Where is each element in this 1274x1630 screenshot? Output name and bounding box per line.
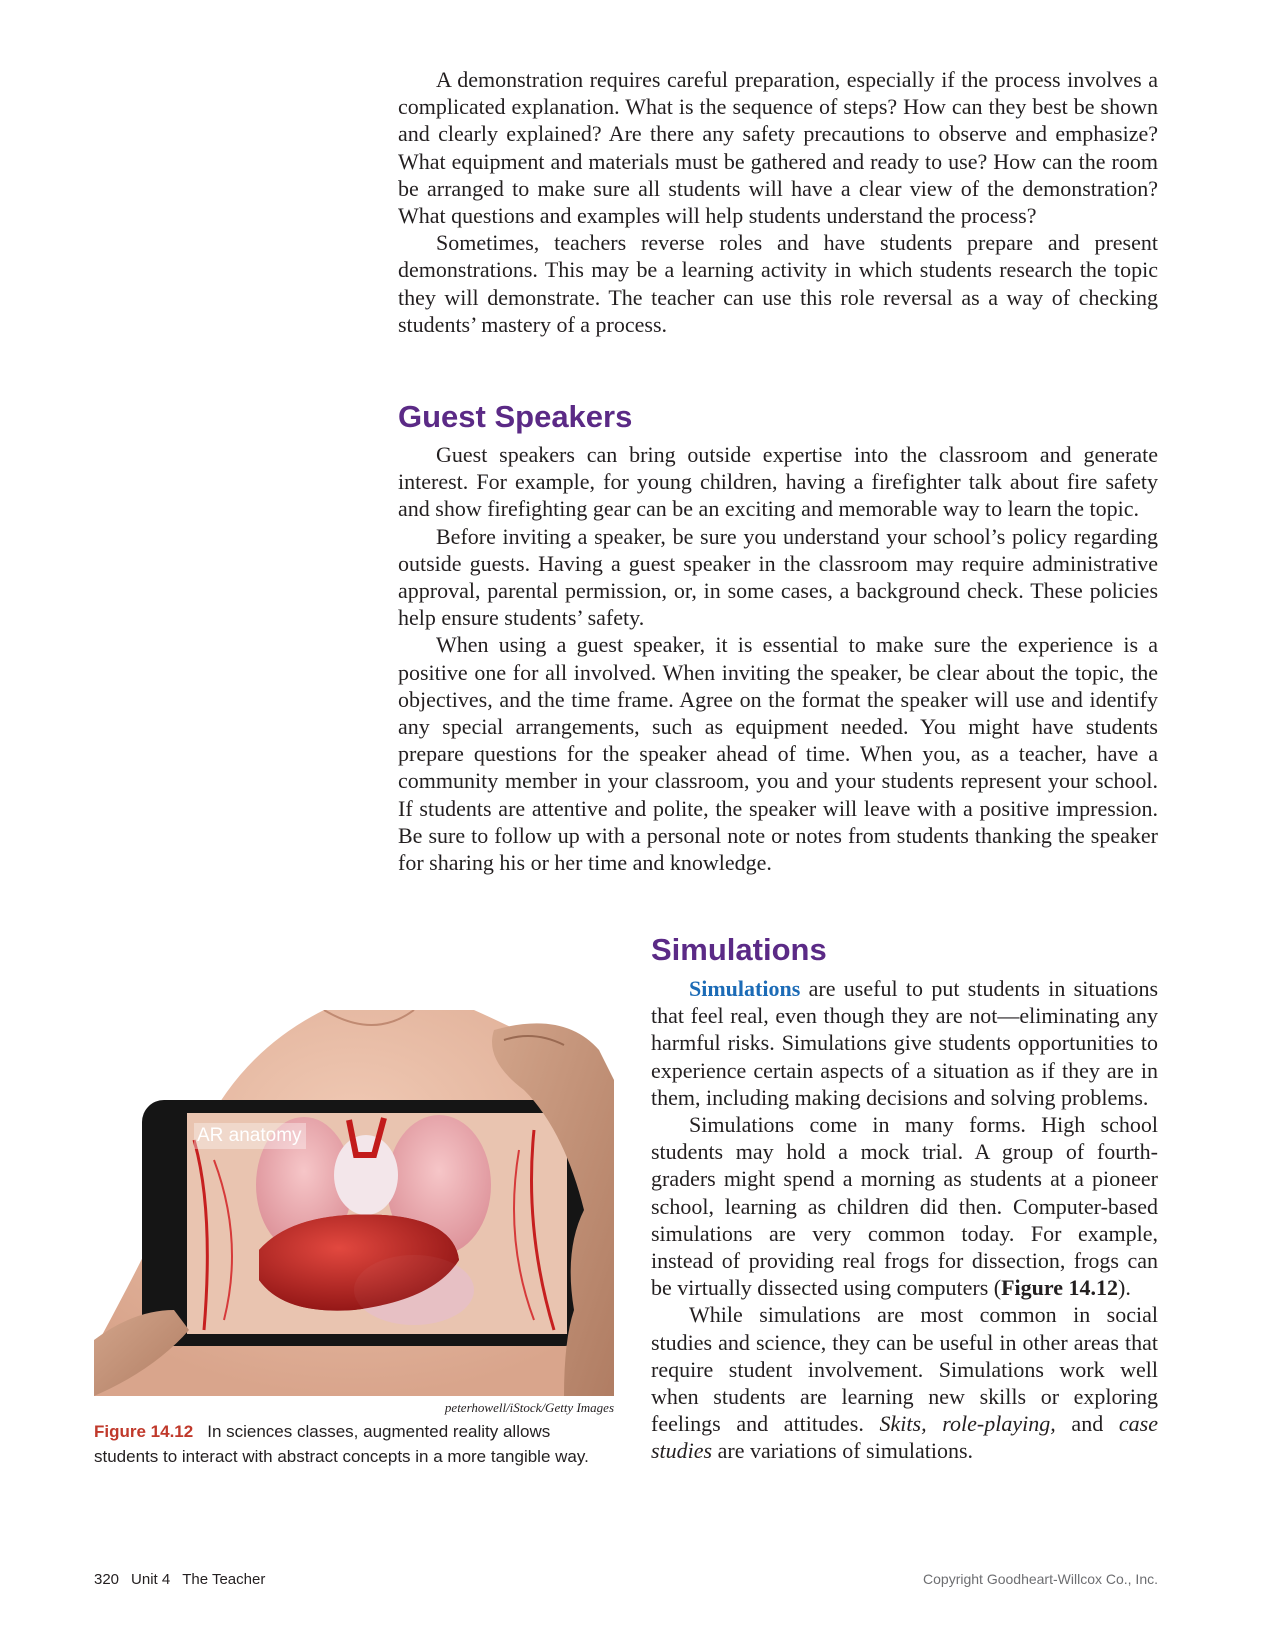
ar-anatomy-photo (94, 1010, 614, 1396)
intro-text (398, 66, 1158, 338)
paragraph-text: While simulations are most common in social studies and science, they can be useful in other areas that require student involvement. Simulations work well when students are learning new skills or exploring feelings and attitudes. (651, 1302, 1158, 1437)
paragraph-text: are variations of simulations. (712, 1438, 974, 1464)
section-heading-simulations: Simulations (651, 932, 827, 967)
paragraph-text: are useful to put students in situations that feel real, even though they are not—eliminating any harmful risks. Simulations give students opportunities to experience certain aspects of a situation as if they are in them, including making decisions and solving problems. (651, 976, 1158, 1110)
page-footer (94, 1571, 277, 1588)
figure-image (94, 1010, 614, 1396)
guest-speakers-text (398, 441, 1158, 876)
italic-term: case studies (651, 1411, 1158, 1464)
paragraph (651, 1111, 1158, 1301)
paragraph: A demonstration requires careful preparation, especially if the process involves a complicated explanation. What is the sequence of steps? How can they best be shown and clearly explained? Are there any safety precautions to observe and emphasize? What equipment and materials must be gathered and ready to use? How can the room be arranged to make sure all students will have a clear view of the demonstration? What questions and examples will help students understand the process? (398, 67, 1158, 229)
paragraph (651, 975, 1158, 1111)
photo-credit: peterhowell/iStock/Getty Images (444, 1400, 614, 1415)
caption-text: In sciences classes, augmented reality allows students to interact with abstract concepts in a more tangible way. (94, 1422, 589, 1466)
key-term: Simulations (689, 976, 801, 1001)
paragraph-text: ). (1118, 1275, 1131, 1301)
paragraph: Before inviting a speaker, be sure you understand your school’s policy regarding outside guests. Having a guest speaker in the classroom may require administrative approval, parental permission, or, in some cases, a background check. These policies help ensure students’ safety. (398, 523, 1158, 631)
figure-caption (94, 1419, 594, 1469)
paragraph: When using a guest speaker, it is essential to make sure the experience is a positive one for all involved. When inviting the speaker, be clear about the topic, the objectives, and the time frame. Agree on the format the speaker will use and identify any special arrangements, such as equipment needed. You might have students prepare questions for the speaker ahead of time. When you, as a teacher, have a community member in your classroom, you and your students represent your school. If students are attentive and polite, the speaker will leave with a positive impression. Be sure to follow up with a personal note or notes from students thanking the speaker for sharing his or her time and knowledge. (398, 632, 1158, 876)
unit-label: Unit 4 (131, 1571, 171, 1588)
simulations-text (651, 975, 1158, 1465)
paragraph-text: Simulations come in many forms. High school students may hold a mock trial. A group of fourth-graders might spend a morning as students at a pioneer school, learning as children did then. Computer-based simulations are very common today. For example, instead of providing real frogs for dissection, frogs can be virtually dissected using computers ( (651, 1112, 1158, 1301)
figure-reference: Figure 14.12 (1001, 1275, 1119, 1301)
ar-overlay-label: AR anatomy (197, 1125, 302, 1146)
italic-term: Skits, role-playing, (879, 1411, 1056, 1437)
paragraph: Sometimes, teachers reverse roles and have students prepare and present demonstrations. This may be a learning activity in which students research the topic they will demonstrate. The teacher can use this role reversal as a way of checking students’ mastery of a process. (398, 230, 1158, 337)
paragraph: Guest speakers can bring outside expertise into the classroom and generate interest. For example, for young children, having a firefighter talk about fire safety and show firefighting gear can be an exciting and memorable way to learn the topic. (398, 442, 1158, 522)
figure-label: Figure 14.12 (94, 1422, 194, 1441)
page-number: 320 (94, 1571, 120, 1588)
unit-title: The Teacher (182, 1571, 266, 1588)
paragraph-text: and (1055, 1411, 1119, 1437)
section-heading-guest-speakers: Guest Speakers (398, 399, 633, 434)
copyright: Copyright Goodheart-Willcox Co., Inc. (923, 1571, 1158, 1587)
paragraph (651, 1301, 1158, 1464)
